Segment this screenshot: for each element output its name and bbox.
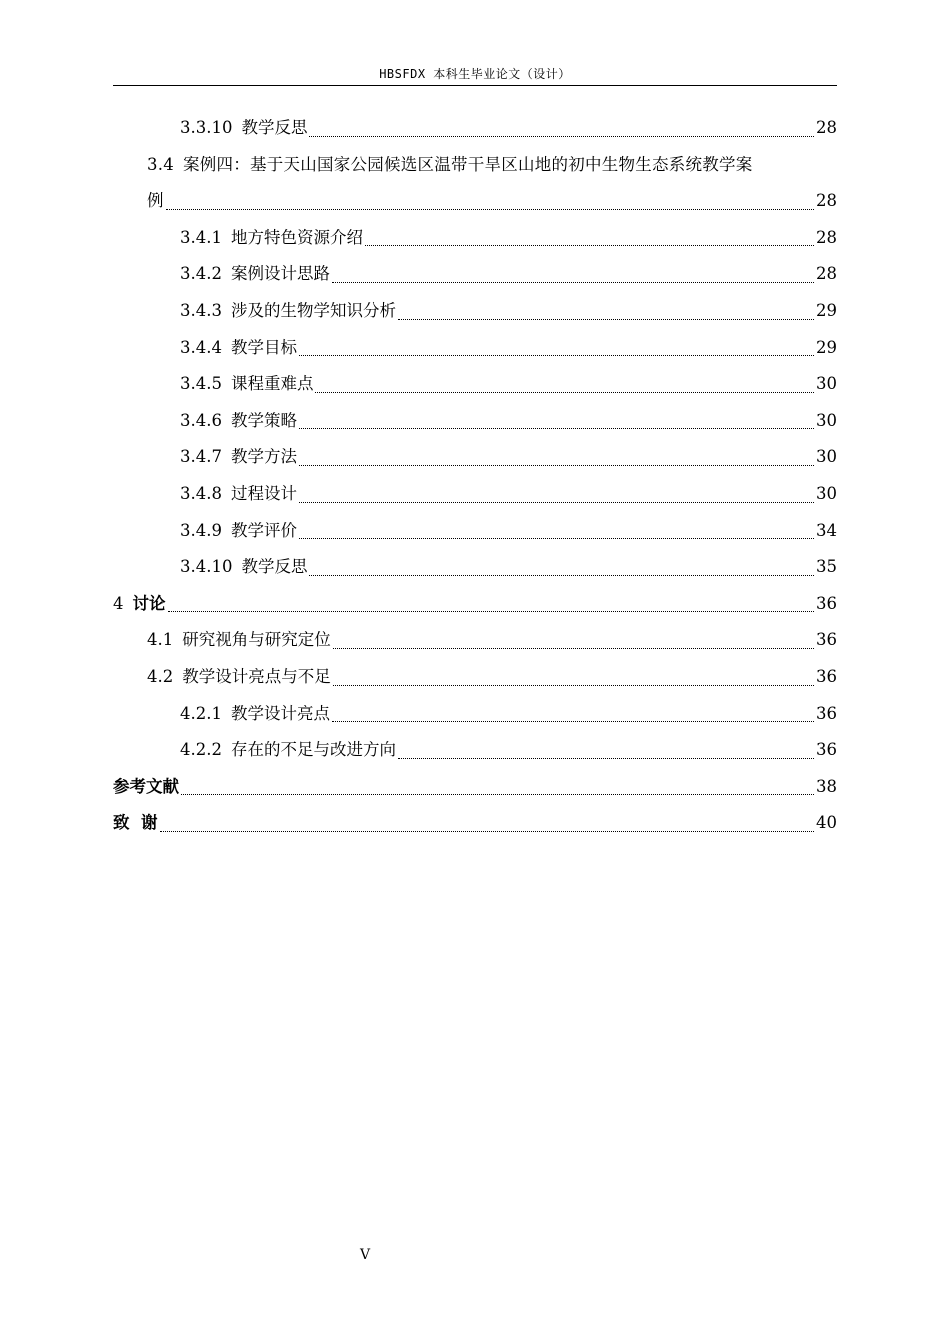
toc-page-number: 28 bbox=[816, 227, 837, 247]
toc-entry-3-4-line1 bbox=[147, 147, 837, 184]
dot-leader bbox=[299, 355, 814, 356]
toc-number: 3.4.5 bbox=[180, 374, 222, 394]
toc-entry-3-3-10[interactable] bbox=[113, 110, 837, 147]
toc-number: 3.4 bbox=[147, 154, 174, 174]
header-rule bbox=[113, 85, 837, 86]
toc-title: 讨论 bbox=[132, 593, 166, 613]
dot-leader bbox=[398, 319, 814, 320]
toc-title: 地方特色资源介绍 bbox=[230, 227, 363, 247]
toc-number: 3.4.6 bbox=[180, 410, 222, 430]
dot-leader bbox=[332, 282, 814, 283]
toc-title: 存在的不足与改进方向 bbox=[230, 740, 396, 760]
toc-number: 3.4.9 bbox=[180, 520, 222, 540]
toc-entry-3-4-10[interactable] bbox=[113, 549, 837, 586]
toc-number: 4.1 bbox=[147, 630, 174, 650]
toc-number: 4.2.1 bbox=[180, 703, 222, 723]
toc-number: 3.3.10 bbox=[180, 118, 233, 137]
page-header: HBSFDX 本科生毕业论文（设计） bbox=[379, 67, 571, 81]
dot-leader bbox=[299, 502, 814, 503]
toc-entry-3-4-7[interactable] bbox=[113, 439, 837, 476]
toc-number: 3.4.10 bbox=[180, 557, 233, 577]
toc-title: 过程设计 bbox=[230, 483, 297, 503]
toc-entry-3-4-9[interactable] bbox=[113, 513, 837, 550]
toc-title: 教学设计亮点 bbox=[230, 703, 330, 723]
toc-entry-references[interactable] bbox=[113, 769, 837, 806]
toc-entry-3-4-line2 bbox=[147, 183, 837, 220]
toc-number: 3.4.1 bbox=[180, 227, 222, 247]
toc-title: 课程重难点 bbox=[230, 374, 314, 394]
toc-entry-4[interactable] bbox=[113, 586, 837, 623]
toc-number: 3.4.7 bbox=[180, 447, 222, 467]
dot-leader bbox=[160, 831, 815, 832]
toc-entry-3-4-3[interactable] bbox=[113, 293, 837, 330]
toc-title: 教学反思 bbox=[241, 118, 308, 137]
dot-leader bbox=[166, 209, 815, 210]
toc-entry-3-4-6[interactable] bbox=[113, 403, 837, 440]
page-number-footer: V bbox=[359, 1247, 371, 1263]
toc-title: 研究视角与研究定位 bbox=[182, 630, 331, 650]
toc-title-line2: 例 bbox=[147, 191, 164, 211]
dot-leader bbox=[332, 721, 814, 722]
table-of-contents bbox=[113, 110, 837, 842]
toc-number: 3.4.4 bbox=[180, 337, 222, 357]
toc-entry-4-2[interactable] bbox=[113, 659, 837, 696]
toc-number: 3.4.3 bbox=[180, 300, 222, 320]
toc-title-line1: 案例四：基于天山国家公园候选区温带干旱区山地的初中生物生态系统教学案 bbox=[183, 154, 753, 174]
toc-entry-3-4-5[interactable] bbox=[113, 366, 837, 403]
dot-leader bbox=[365, 245, 814, 246]
toc-title: 教学设计亮点与不足 bbox=[182, 666, 331, 686]
dot-leader bbox=[309, 136, 814, 137]
dot-leader bbox=[299, 465, 814, 466]
toc-title: 教学目标 bbox=[230, 337, 297, 357]
toc-entry-3-4-1[interactable] bbox=[113, 220, 837, 257]
toc-title: 教学策略 bbox=[230, 410, 297, 430]
dot-leader bbox=[398, 758, 814, 759]
toc-page-number: 36 bbox=[816, 703, 837, 723]
toc-page-number: 38 bbox=[816, 776, 837, 796]
toc-number: 3.4.8 bbox=[180, 483, 222, 503]
toc-page-number: 30 bbox=[816, 374, 837, 394]
toc-page-number: 29 bbox=[816, 300, 837, 320]
toc-page-number: 36 bbox=[816, 740, 837, 760]
toc-title: 案例设计思路 bbox=[230, 264, 330, 284]
toc-entry-3-4[interactable] bbox=[113, 147, 837, 220]
toc-page-number: 29 bbox=[816, 337, 837, 357]
toc-entry-3-4-2[interactable] bbox=[113, 256, 837, 293]
toc-title: 参考文献 bbox=[113, 776, 179, 796]
dot-leader bbox=[181, 794, 814, 795]
toc-entry-acknowledgements[interactable] bbox=[113, 805, 837, 842]
toc-entry-4-2-1[interactable] bbox=[113, 696, 837, 733]
toc-entry-3-4-4[interactable] bbox=[113, 330, 837, 367]
toc-page-number: 40 bbox=[816, 813, 837, 833]
dot-leader bbox=[309, 575, 814, 576]
toc-page-number: 34 bbox=[816, 520, 837, 540]
dot-leader bbox=[333, 685, 814, 686]
toc-title: 致 谢 bbox=[113, 813, 158, 833]
toc-number: 4.2 bbox=[147, 666, 174, 686]
toc-page-number: 30 bbox=[816, 447, 837, 467]
toc-title: 教学反思 bbox=[241, 557, 308, 577]
toc-number: 4.2.2 bbox=[180, 740, 222, 760]
toc-title: 教学方法 bbox=[230, 447, 297, 467]
dot-leader bbox=[299, 538, 814, 539]
toc-page-number: 36 bbox=[816, 593, 837, 613]
toc-page-number: 28 bbox=[816, 118, 837, 137]
toc-page-number: 30 bbox=[816, 410, 837, 430]
toc-page-number: 35 bbox=[816, 557, 837, 577]
toc-entry-3-4-8[interactable] bbox=[113, 476, 837, 513]
toc-title: 涉及的生物学知识分析 bbox=[230, 300, 396, 320]
toc-number: 3.4.2 bbox=[180, 264, 222, 284]
toc-number: 4 bbox=[113, 593, 124, 613]
dot-leader bbox=[168, 611, 815, 612]
toc-entry-4-1[interactable] bbox=[113, 622, 837, 659]
toc-title: 教学评价 bbox=[230, 520, 297, 540]
toc-page-number: 30 bbox=[816, 483, 837, 503]
toc-page-number: 36 bbox=[816, 630, 837, 650]
dot-leader bbox=[299, 428, 814, 429]
toc-page-number: 36 bbox=[816, 666, 837, 686]
toc-entry-4-2-2[interactable] bbox=[113, 732, 837, 769]
dot-leader bbox=[333, 648, 814, 649]
dot-leader bbox=[315, 392, 814, 393]
toc-page-number: 28 bbox=[816, 264, 837, 284]
toc-page-number: 28 bbox=[816, 191, 837, 211]
